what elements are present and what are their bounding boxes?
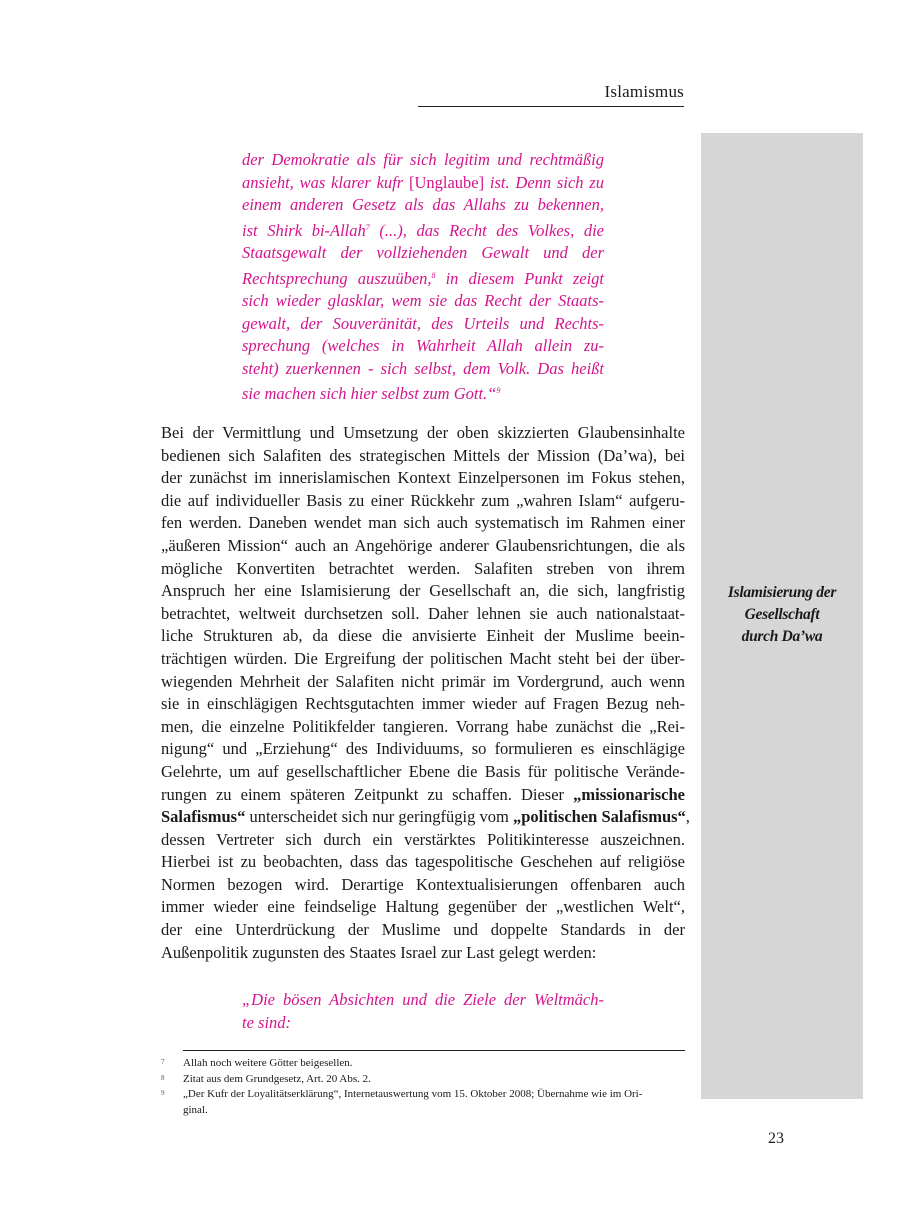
header-rule [418, 106, 684, 107]
body-text: unterscheidet sich nur geringfügig vom [245, 807, 513, 827]
body-paragraph [161, 422, 690, 964]
body-line: Gelehrte, um auf gesellschaftlicher Ebene die Basis für politische Verände- [161, 761, 685, 781]
quote-line: einem anderen Gesetz als das Allahs zu bekennen, [242, 195, 604, 214]
body-line: Hierbei ist zu beobachten, dass das tagespolitische Geschehen auf religiöse [161, 852, 685, 872]
quote-line [242, 172, 604, 195]
footnote-ref[interactable]: 7 [365, 222, 370, 232]
quote-line: sich wieder glasklar, wem sie das Recht der Staats- [242, 291, 604, 310]
footnote [161, 1087, 685, 1118]
footnote-number: 7 [161, 1058, 165, 1066]
margin-heading-line: Islamisierung der [727, 584, 837, 601]
body-line: bedienen sich Salafiten des strategischen Mittels der Mission (Da’wa), bei [161, 445, 685, 465]
footnote-text: ginal. [183, 1103, 208, 1116]
quote-line [242, 217, 604, 243]
body-line: liche Strukturen ab, da diese die anvisierte Einheit der Muslime beein- [161, 626, 685, 646]
quote-text: ist. Denn sich zu [484, 172, 604, 192]
body-line: trächtigen würden. Die Ergreifung der politischen Macht steht bei der über- [161, 648, 685, 668]
quote-line: der Demokratie als für sich legitim und rechtmäßig [242, 150, 604, 169]
quote-line [242, 380, 604, 406]
body-line: nigung“ und „Erziehung“ des Individuums, so formulieren es einschlägige [161, 739, 685, 759]
block-quote-2 [242, 989, 604, 1034]
footnote-text: Zitat aus dem Grundgesetz, Art. 20 Abs. 2. [183, 1072, 371, 1085]
margin-heading [701, 582, 863, 648]
quote-text: ansieht, was klarer [242, 172, 377, 192]
footnote-number: 9 [161, 1089, 165, 1097]
quote-text: Rechtsprechung auszuüben, [242, 268, 432, 288]
quote-line: te sind: [242, 1012, 292, 1032]
quote-line: gewalt, der Souveränität, des Urteils und Rechts- [242, 313, 604, 333]
quote-text: in diesem Punkt zeigt [435, 268, 604, 288]
footnote-rule [183, 1050, 685, 1051]
body-text: rungen zu einem späteren Zeitpunkt zu schaffen. Dieser [161, 784, 574, 804]
footnotes [161, 1056, 685, 1118]
quote-line: Staatsgewalt der vollziehenden Gewalt und der [242, 243, 604, 262]
body-line: der eine Unterdrückung der Muslime und doppelte Standards in der [161, 920, 685, 940]
margin-heading-line: Gesellschaft [744, 606, 820, 623]
footnote-text: Allah noch weitere Götter beigesellen. [183, 1057, 353, 1069]
quote-line: sprechung (welches in Wahrheit Allah allein zu- [242, 336, 604, 355]
body-line: „äußeren Mission“ auch an Angehörige anderer Glaubensrichtungen, die als [161, 535, 685, 555]
body-line: sie in einschlägigen Rechtsgutachten immer wieder auf Fragen Bezug neh- [161, 694, 685, 714]
quote-term: kufr [376, 172, 404, 192]
quote-text: (...), das Recht des Volkes, die [369, 220, 605, 240]
body-line: men, die einzelne Politikfelder tangieren. Vorrang habe zunächst die „Rei- [161, 716, 685, 736]
footnote [161, 1056, 685, 1072]
emphasis-term: Salafismus“ [161, 807, 246, 827]
body-line: Bei der Vermittlung und Umsetzung der oben skizzierten Glaubensinhalte [161, 423, 685, 442]
body-line: der zunächst im innerislamischen Kontext Einzelpersonen im Fokus stehen, [161, 468, 685, 488]
body-line: Außenpolitik zugunsten des Staates Israel zur Last gelegt werden: [161, 942, 597, 962]
body-line: wiegenden Mehrheit der Salafiten nicht primär im Vordergrund, auch wenn [161, 671, 685, 691]
quote-line: „Die bösen Absichten und die Ziele der Weltmäch- [242, 990, 604, 1009]
body-line: mögliche Konvertiten betrachtet werden. Salafiten streben von ihrem [161, 558, 685, 578]
quote-line [242, 265, 604, 291]
footnote-text: „Der Kufr der Loyalitätserklärung“, Internetauswertung vom 15. Oktober 2008; Übernahme wie im Ori- [183, 1088, 643, 1100]
body-line: die auf individueller Basis zu einer Rückkehr zum „wahren Islam“ aufgeru- [161, 490, 685, 510]
footnote-ref[interactable]: 9 [496, 386, 501, 395]
quote-text: ist Shirk bi-Allah [242, 220, 366, 240]
body-line: dessen Vertreter sich durch ein verstärktes Politikinteresse auszeichnen. [161, 829, 685, 849]
body-text: , [685, 807, 690, 827]
footnote-ref[interactable]: 8 [431, 270, 436, 280]
body-line: Normen bezogen wird. Derartige Kontextualisierungen offenbaren auch [161, 874, 685, 894]
body-line: fen werden. Daneben wendet man sich auch systematisch im Rahmen einer [161, 513, 685, 533]
footnote [161, 1072, 685, 1088]
page-number: 23 [768, 1130, 784, 1147]
quote-gloss: [Unglaube] [408, 172, 485, 192]
footnote-number: 8 [161, 1073, 165, 1082]
quote-line: steht) zuerkennen - sich selbst, dem Volk. Das heißt [242, 358, 604, 378]
block-quote-1 [242, 149, 604, 406]
margin-heading-line: durch Da’wa [741, 628, 823, 645]
body-line [161, 806, 690, 829]
quote-text: sie machen sich hier selbst zum Gott.“ [242, 384, 497, 403]
body-line: Anspruch her eine Islamisierung der Gesellschaft an, die sich, langfristig [161, 581, 685, 601]
body-line [161, 784, 685, 807]
body-line: betrachtet, weltweit durchsetzen soll. Daher lehnen sie auch nationalstaat- [161, 603, 685, 623]
running-header-title: Islamismus [604, 82, 684, 101]
body-line: immer wieder eine feindselige Haltung gegenüber der „westlichen Welt“, [161, 897, 685, 917]
emphasis-term: „politischen Salafismus“ [512, 807, 686, 827]
emphasis-term: „missionarische [573, 784, 685, 804]
